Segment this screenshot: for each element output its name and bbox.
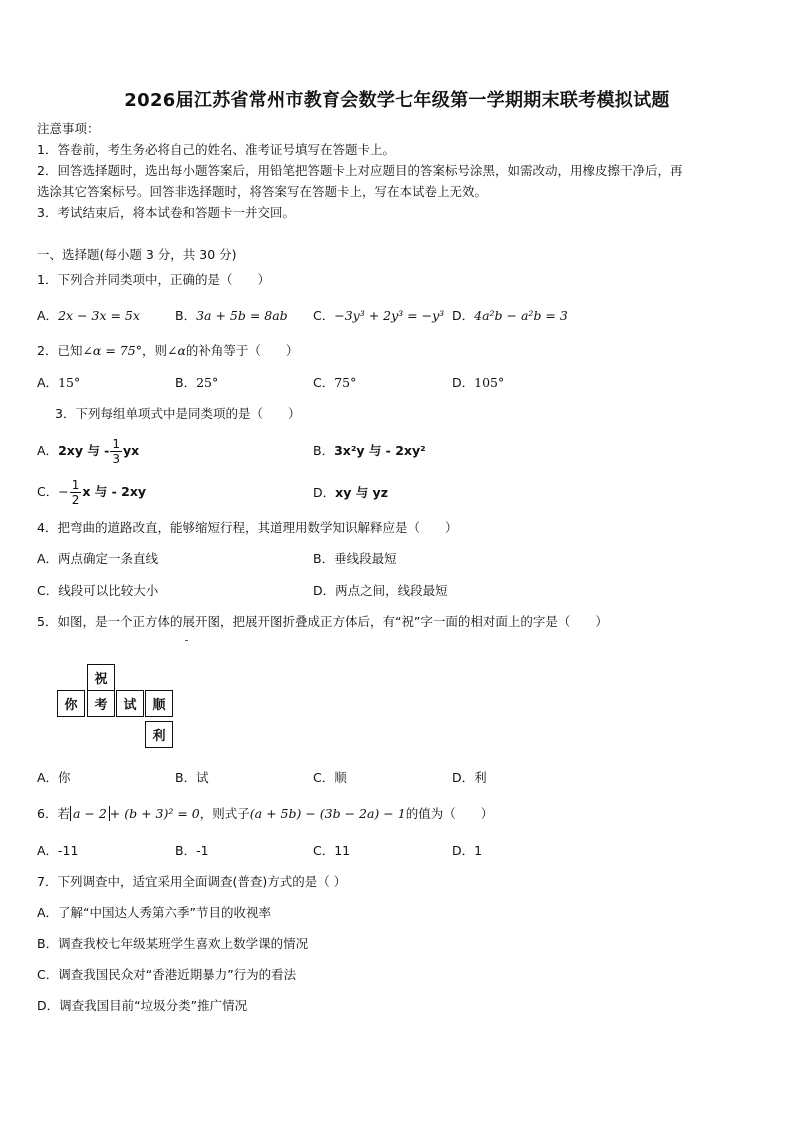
q2-c-text: 75° — [334, 375, 357, 390]
q1-a-label: A． — [37, 308, 59, 323]
q1-b-text: 3a + 5b = 8ab — [196, 308, 288, 323]
q2-stem — [37, 343, 298, 359]
q5-option-c: C．顺 — [313, 770, 347, 785]
q2-b-label: B． — [175, 375, 197, 390]
q6-option-c: C．11 — [313, 843, 351, 858]
section-heading: 一、选择题(每小题 3 分，共 30 分) — [37, 247, 237, 262]
net-cell-zhu: 祝 — [87, 664, 115, 691]
q5-option-a: A．你 — [37, 770, 71, 785]
net-cell-shun: 顺 — [145, 690, 173, 717]
q2-b-text: 25° — [196, 375, 219, 390]
q5-option-b: B．试 — [175, 770, 209, 785]
q3-option-a — [37, 436, 139, 466]
q2-stem-pre: 2．已知 — [37, 343, 83, 358]
q3-c-den: 2 — [71, 493, 80, 507]
q3-d-label: D． — [313, 485, 336, 500]
q3-d-text: xy 与 yz — [335, 485, 388, 500]
q6-stem-math: + (b + 3)² = 0 — [109, 806, 200, 821]
q6-stem-pre: 6．若 — [37, 806, 70, 821]
q2-c-label: C． — [313, 375, 335, 390]
q3-option-b — [313, 443, 426, 459]
q4-option-d: D．两点之间，线段最短 — [313, 583, 448, 598]
q6-stem-math2: (a + 5b) − (3b − 2a) − 1 — [249, 806, 406, 821]
q3-a-fraction — [110, 437, 122, 466]
q2-stem-post: 的补角等于（ ） — [185, 343, 299, 358]
q3-option-d — [313, 485, 388, 501]
q3-c-pre: − — [58, 484, 69, 499]
q3-option-c — [37, 477, 146, 507]
q6-stem — [37, 806, 493, 822]
q1-option-c — [313, 308, 444, 324]
q6-stem-post: 的值为（ ） — [405, 806, 494, 821]
q7-option-a: A．了解“中国达人秀第六季”节目的收视率 — [37, 905, 272, 920]
q1-option-d — [452, 308, 568, 324]
q3-a-pre: 2xy 与 - — [58, 443, 110, 458]
notice-item-1: 1．答卷前，考生务必将自己的姓名、准考证号填写在答题卡上。 — [37, 142, 395, 157]
q7-option-c: C．调查我国民众对“香港近期暴力”行为的看法 — [37, 967, 297, 982]
q1-option-b — [175, 308, 288, 324]
q1-d-label: D． — [452, 308, 475, 323]
notice-item-2-cont: 选涂其它答案标号。回答非选择题时，将答案写在答题卡上，写在本试卷上无效。 — [37, 184, 488, 199]
net-cell-li: 利 — [145, 721, 173, 748]
q1-stem: 1．下列合并同类项中，正确的是（ ） — [37, 272, 270, 287]
q3-c-label: C． — [37, 484, 59, 499]
net-cell-kao: 考 — [87, 690, 115, 717]
q6-option-d: D．1 — [452, 843, 483, 858]
q3-a-den: 3 — [112, 452, 121, 466]
q1-a-text: 2x − 3x = 5x — [58, 308, 140, 323]
q7-stem: 7．下列调查中，适宜采用全面调查(普查)方式的是（ ） — [37, 874, 347, 889]
q3-stem: 3．下列每组单项式中是同类项的是（ ） — [55, 406, 301, 421]
q5-option-d: D．利 — [452, 770, 487, 785]
q4-option-a: A．两点确定一条直线 — [37, 551, 159, 566]
q3-b-label: B． — [313, 443, 335, 458]
q3-b-text: 3x²y 与 - 2xy² — [334, 443, 426, 458]
net-cell-ni: 你 — [57, 690, 85, 717]
q3-a-num: 1 — [112, 437, 121, 451]
q1-option-a — [37, 308, 140, 324]
q2-a-label: A． — [37, 375, 59, 390]
q6-abs-expr: a − 2 — [70, 806, 110, 821]
q4-option-b: B．垂线段最短 — [313, 551, 397, 566]
q3-c-num: 1 — [71, 478, 80, 492]
net-cell-shi: 试 — [116, 690, 144, 717]
q2-option-c — [313, 375, 356, 391]
q3-c-post: x 与 - 2xy — [82, 484, 147, 499]
q2-stem-mid: ，则 — [141, 343, 167, 358]
q3-a-label: A． — [37, 443, 59, 458]
q2-stem-math2: ∠α — [166, 343, 186, 358]
q2-d-label: D． — [452, 375, 475, 390]
q2-option-b — [175, 375, 218, 391]
q1-b-label: B． — [175, 308, 197, 323]
notice-item-3: 3．考试结束后，将本试卷和答题卡一并交回。 — [37, 205, 295, 220]
q4-option-c: C．线段可以比较大小 — [37, 583, 159, 598]
q2-option-d — [452, 375, 504, 391]
q2-a-text: 15° — [58, 375, 81, 390]
page-title: 2026届江苏省常州市教育会数学七年级第一学期期末联考模拟试题 — [124, 90, 670, 111]
q6-option-b: B．-1 — [175, 843, 209, 858]
q7-option-b: B．调查我校七年级某班学生喜欢上数学课的情况 — [37, 936, 309, 951]
q3-a-post: yx — [123, 443, 140, 458]
q1-c-text: −3y³ + 2y³ = −y³ — [334, 308, 445, 323]
q2-stem-math: ∠α = 75° — [82, 343, 142, 358]
q1-c-label: C． — [313, 308, 335, 323]
q5-stem: 5．如图，是一个正方体的展开图，把展开图折叠成正方体后，有“祝”字一面的相对面上的字是（ ） — [37, 614, 608, 629]
q2-option-a — [37, 375, 80, 391]
q6-option-a: A．-11 — [37, 843, 79, 858]
q7-option-d: D．调查我国目前“垃圾分类”推广情况 — [37, 998, 248, 1013]
q1-d-text: 4a²b − a²b = 3 — [474, 308, 568, 323]
stray-mark — [185, 640, 188, 641]
q6-stem-mid: ，则式子 — [199, 806, 250, 821]
notice-item-2: 2．回答选择题时，选出每小题答案后，用铅笔把答题卡上对应题目的答案标号涂黑，如需改动，用橡皮擦干净后，再 — [37, 163, 683, 178]
q4-stem: 4．把弯曲的道路改直，能够缩短行程，其道理用数学知识解释应是（ ） — [37, 520, 458, 535]
notice-heading: 注意事项： — [37, 121, 100, 136]
q3-c-fraction — [70, 478, 82, 507]
q2-d-text: 105° — [474, 375, 505, 390]
